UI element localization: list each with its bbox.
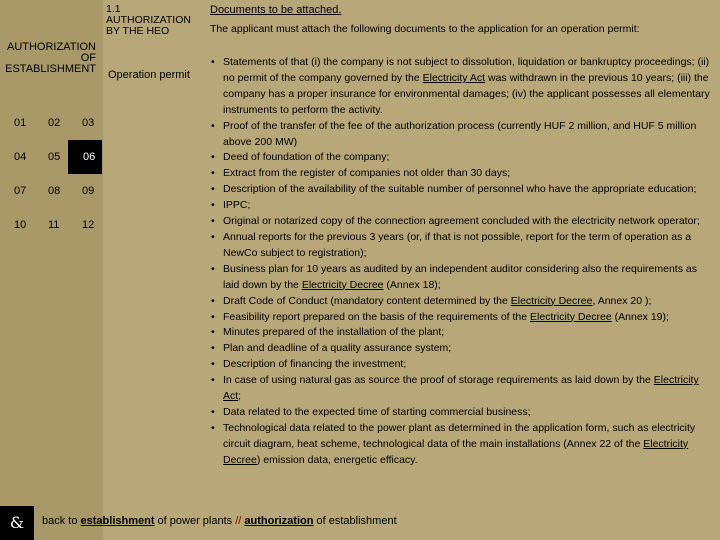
document-item	[207, 230, 712, 262]
bullet-icon: •	[211, 215, 215, 228]
bullet-icon: •	[211, 230, 215, 243]
bullet-icon: •	[211, 262, 215, 275]
sub-title: Operation permit	[108, 69, 190, 81]
document-item	[207, 310, 712, 326]
bullet-icon: •	[211, 294, 215, 307]
establishment-link[interactable]: establishment	[80, 515, 155, 527]
bullet-icon: •	[211, 167, 215, 180]
slide-cell-07[interactable]: 07	[14, 185, 27, 197]
footer-prefix: back to	[42, 515, 81, 527]
document-item	[207, 55, 712, 119]
footer-mid: of power plants	[154, 515, 236, 527]
document-item-text: Minutes prepared of the installation of the plant;	[223, 326, 445, 339]
document-item	[207, 166, 712, 182]
document-item-text: Annual reports for the previous 3 years (or, if that is not possible, report for the term of operation as a NewCo subject to registration);	[223, 230, 692, 259]
authorization-link[interactable]: authorization	[244, 515, 314, 527]
slide-cell-12[interactable]: 12	[82, 219, 95, 231]
footer-suffix: of establishment	[313, 515, 397, 527]
document-item	[207, 150, 712, 166]
slide-cell-09[interactable]: 09	[82, 185, 95, 197]
legislation-link[interactable]: Electricity Decree	[301, 278, 384, 291]
document-item-text: Draft Code of Conduct (mandatory content determined by the	[223, 294, 511, 307]
document-item	[207, 214, 712, 230]
documents-heading: Documents to be attached.	[210, 4, 342, 16]
document-item-text: Plan and deadline of a quality assurance system;	[223, 342, 452, 355]
document-item-text: Statements of that (i) the company is not subject to dissolution, liquidation or bankruptcy proceedings; (ii) no permit of the company governed by the	[223, 56, 710, 84]
document-item-text-after: (Annex 18);	[383, 278, 441, 291]
document-item-text: Original or notarized copy of the connection agreement concluded with the electricity network operator;	[223, 215, 700, 228]
document-item-text: Description of the availability of the suitable number of personnel who have the appropriate education;	[223, 183, 697, 196]
document-item-text-after: ;	[238, 390, 242, 403]
slide-cell-05[interactable]: 05	[48, 151, 61, 163]
document-item-text: Technological data related to the power plant as determined in the application form, such as electricity circuit diagram, heat scheme, technological data of the main installations (Annex 22 of the	[223, 421, 696, 450]
bullet-icon: •	[211, 151, 215, 164]
document-item	[207, 373, 712, 405]
slide-cell-02[interactable]: 02	[48, 117, 61, 129]
legislation-link[interactable]: Electricity Act	[223, 374, 699, 403]
document-item	[207, 325, 712, 341]
footer-nav	[42, 515, 397, 527]
document-item	[207, 341, 712, 357]
bullet-icon: •	[211, 421, 215, 434]
document-item	[207, 357, 712, 373]
document-item	[207, 405, 712, 421]
bullet-icon: •	[211, 199, 215, 212]
section-title: 1.1 AUTHORIZATION BY THE HEO	[106, 3, 191, 37]
main-title: AUTHORIZATION OF ESTABLISHMENT	[5, 41, 96, 75]
document-item-text-after: (Annex 19);	[611, 310, 669, 323]
document-item	[207, 182, 712, 198]
bullet-icon: •	[211, 405, 215, 418]
document-item-text-after: was withdrawn in the previous 10 years; (iii) the company has a proper insurance for environmental damages; (iv) the applicant possesses all elementary instruments to perform the activity.	[223, 71, 710, 116]
document-item-text: Description of financing the investment;	[223, 358, 407, 371]
slide-cell-08[interactable]: 08	[48, 185, 61, 197]
bullet-icon: •	[211, 310, 215, 323]
slide-cell-03[interactable]: 03	[82, 117, 95, 129]
document-item-text: Business plan for 10 years as audited by an independent auditor considering also the requirements as laid down by the	[223, 262, 697, 291]
legislation-link[interactable]: Electricity Decree	[530, 310, 612, 323]
documents-list	[207, 55, 712, 469]
document-item-text: Data related to the expected time of starting commercial business;	[223, 405, 531, 418]
slide-cell-01[interactable]: 01	[14, 117, 27, 129]
document-item	[207, 119, 712, 151]
document-item-text: IPPC;	[223, 199, 251, 212]
documents-intro: The applicant must attach the following documents to the application for an operation permit:	[210, 23, 640, 35]
document-item-text: Feasibility report prepared on the basis of the requirements of the	[223, 310, 531, 323]
document-item-text-after: ) emission data, energetic efficacy.	[256, 453, 418, 466]
document-item	[207, 262, 712, 294]
document-item-text: In case of using natural gas as source the proof of storage requirements as laid down by the	[223, 374, 654, 387]
slide-cell-10[interactable]: 10	[14, 219, 27, 231]
left-sidebar	[0, 0, 103, 540]
document-item	[207, 294, 712, 310]
document-item-text-after: , Annex 20 );	[592, 294, 652, 307]
legislation-link[interactable]: Electricity Decree	[510, 294, 593, 307]
footer-separator: //	[235, 515, 242, 527]
bullet-icon: •	[211, 342, 215, 355]
bullet-icon: •	[211, 183, 215, 196]
document-item-text: Extract from the register of companies not older than 30 days;	[223, 167, 511, 180]
document-item	[207, 198, 712, 214]
document-item	[207, 421, 712, 469]
bullet-icon: •	[211, 56, 215, 68]
slide-number-grid	[0, 106, 103, 236]
legislation-link[interactable]: Electricity Decree	[223, 437, 689, 466]
slide-cell-04[interactable]: 04	[14, 151, 27, 163]
document-item-text: Deed of foundation of the company;	[223, 151, 390, 164]
bullet-icon: •	[211, 119, 215, 132]
legislation-link[interactable]: Electricity Act	[422, 71, 486, 84]
bullet-icon: •	[211, 358, 215, 371]
slide-cell-11[interactable]: 11	[48, 219, 60, 231]
ampersand-nav-button[interactable]: &	[0, 506, 34, 540]
document-item-text: Proof of the transfer of the fee of the authorization process (currently HUF 2 million, and HUF 5 million above 200 MW)	[223, 119, 697, 148]
slide-cell-06[interactable]: 06	[68, 140, 102, 174]
bullet-icon: •	[211, 374, 215, 387]
bullet-icon: •	[211, 326, 215, 339]
